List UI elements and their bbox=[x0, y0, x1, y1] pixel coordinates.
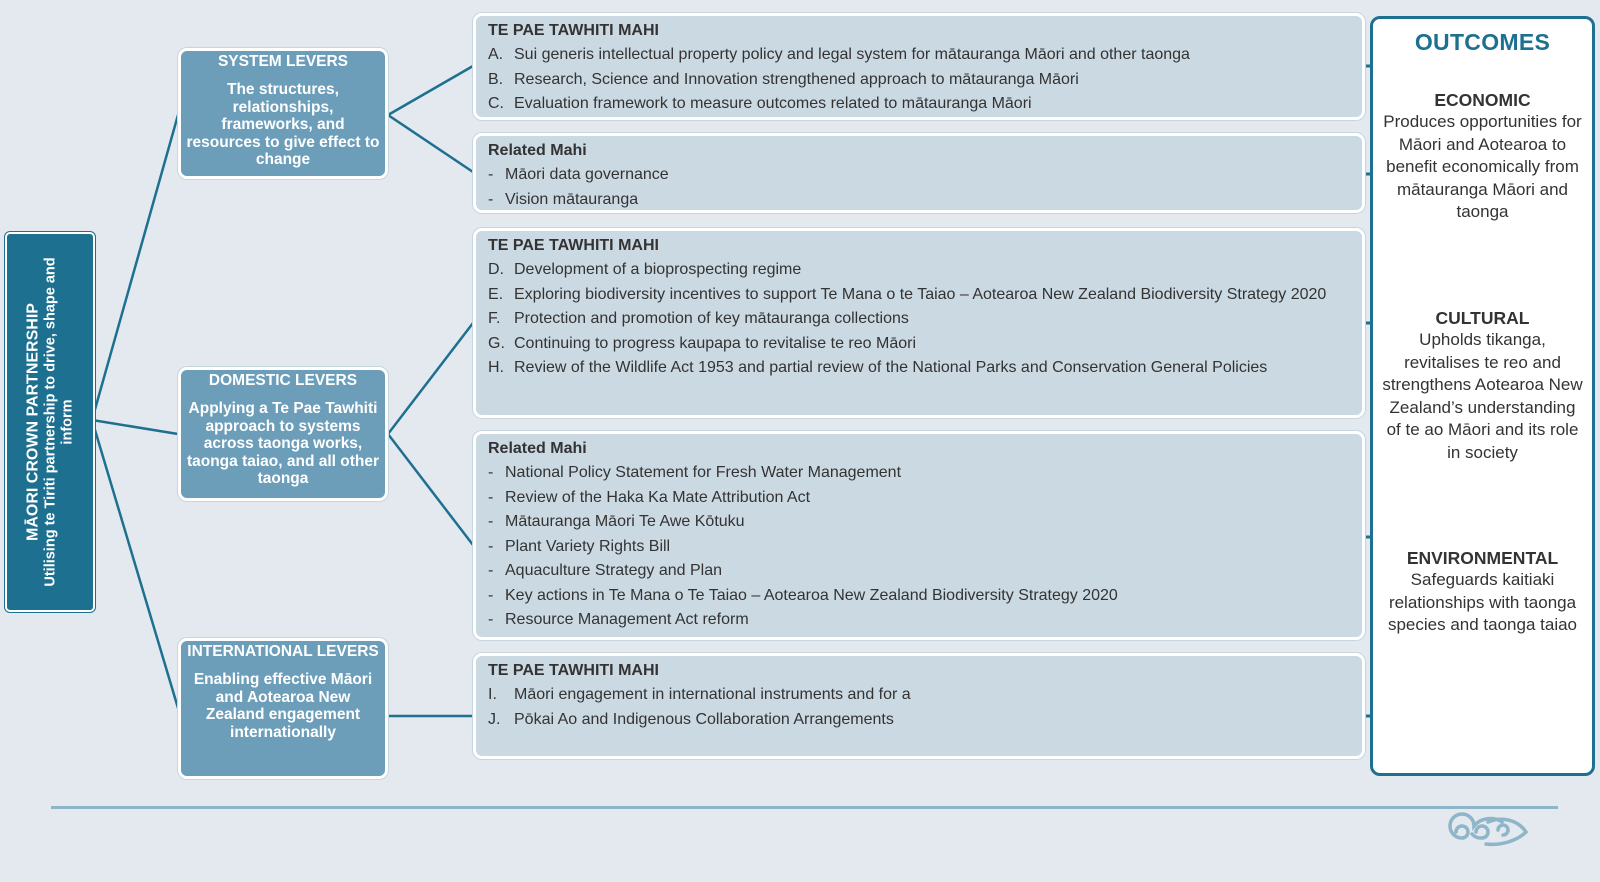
international-levers-description: Enabling effective Māori and Aotearoa New Zealand engagement internationally bbox=[193, 671, 373, 741]
domestic-levers-description: Applying a Te Pae Tawhiti approach to systems across taonga works, taonga taiao, and all other taonga bbox=[186, 400, 380, 487]
connector-domestic-panel3 bbox=[388, 323, 473, 434]
list-item bbox=[488, 512, 1350, 531]
item-text: Māori data governance bbox=[505, 166, 669, 183]
list-item bbox=[488, 190, 1350, 209]
item-text: Māori engagement in international instruments and for a bbox=[514, 686, 911, 703]
item-text: Protection and promotion of key mātauranga collections bbox=[514, 310, 909, 327]
item-text: Sui generis intellectual property policy and legal system for mātauranga Māori and other taonga bbox=[514, 46, 1190, 63]
item-marker: - bbox=[488, 166, 494, 183]
list-item bbox=[488, 165, 1350, 184]
item-text: Plant Variety Rights Bill bbox=[505, 537, 671, 555]
list-item bbox=[488, 488, 1350, 507]
item-marker: - bbox=[488, 190, 494, 208]
economic-outcome bbox=[1381, 90, 1584, 224]
list-item bbox=[488, 561, 1350, 580]
item-marker: - bbox=[488, 586, 494, 604]
item-text: Aquaculture Strategy and Plan bbox=[505, 562, 723, 579]
item-text: Review of the Haka Ka Mate Attribution Act bbox=[505, 488, 811, 506]
economic-text: Produces opportunities for Māori and Aotearoa to benefit economically from mātauranga Māori and taonga bbox=[1383, 112, 1582, 221]
item-marker: - bbox=[488, 611, 494, 628]
item-marker: A. bbox=[488, 46, 504, 63]
partnership-text bbox=[24, 237, 77, 607]
item-text: Vision mātauranga bbox=[505, 190, 639, 208]
system-levers-description: The structures, relationships, frameworks, and resources to give effect to change bbox=[186, 81, 380, 168]
item-text: Review of the Wildlife Act 1953 and partial review of the National Parks and Conservation General Policies bbox=[514, 359, 1268, 376]
panel-title: Related Mahi bbox=[488, 142, 587, 159]
list-item bbox=[488, 94, 1350, 113]
connector-system-panel2 bbox=[388, 115, 473, 172]
list-item bbox=[488, 537, 1350, 556]
item-marker: B. bbox=[488, 70, 504, 88]
item-text: National Policy Statement for Fresh Water Management bbox=[505, 464, 902, 481]
domestic-levers-title: DOMESTIC LEVERS bbox=[208, 372, 358, 389]
list-item bbox=[488, 685, 1350, 704]
list-item bbox=[488, 45, 1350, 64]
item-text: Resource Management Act reform bbox=[505, 611, 749, 628]
item-marker: I. bbox=[488, 686, 497, 703]
item-text: Continuing to progress kaupapa to revitalise te reo Māori bbox=[514, 334, 916, 352]
item-marker: - bbox=[488, 537, 494, 555]
cultural-outcome bbox=[1381, 308, 1584, 464]
list-item bbox=[488, 463, 1350, 482]
list-item bbox=[488, 334, 1350, 353]
list-item bbox=[488, 710, 1350, 729]
item-marker: H. bbox=[488, 359, 504, 376]
list-item bbox=[488, 586, 1350, 605]
item-text: Key actions in Te Mana o Te Taiao – Aotearoa New Zealand Biodiversity Strategy 2020 bbox=[505, 586, 1118, 604]
system-te-pae-tawhiti-mahi-panel bbox=[473, 13, 1365, 120]
partnership-title: MĀORI CROWN PARTNERSHIP bbox=[24, 303, 42, 541]
item-marker: G. bbox=[488, 334, 505, 352]
item-marker: E. bbox=[488, 285, 504, 303]
panel-title: TE PAE TAWHITI MAHI bbox=[488, 22, 659, 39]
panel-title: TE PAE TAWHITI MAHI bbox=[488, 662, 659, 679]
item-text: Research, Science and Innovation strengthened approach to mātauranga Māori bbox=[514, 70, 1079, 88]
environmental-outcome bbox=[1381, 548, 1584, 637]
list-item bbox=[488, 610, 1350, 629]
item-marker: J. bbox=[488, 710, 501, 728]
connector-system-panel1 bbox=[388, 66, 473, 115]
connector-domestic-panel4 bbox=[388, 434, 473, 545]
item-text: Development of a bioprospecting regime bbox=[514, 261, 802, 278]
cultural-text: Upholds tikanga, revitalises te reo and strengthens Aotearoa New Zealand’s understanding of te ao Māori and its role in society bbox=[1382, 330, 1583, 462]
international-te-pae-tawhiti-mahi-panel bbox=[473, 653, 1365, 759]
environmental-text: Safeguards kaitiaki relationships with taonga species and taonga taiao bbox=[1387, 570, 1578, 634]
item-text: Evaluation framework to measure outcomes related to mātauranga Māori bbox=[514, 95, 1032, 112]
list-item bbox=[488, 70, 1350, 89]
koru-icon bbox=[1436, 808, 1532, 856]
item-marker: D. bbox=[488, 261, 504, 278]
partnership-subtitle: Utilising te Tiriti partnership to drive, shape and inform bbox=[42, 257, 76, 587]
maori-crown-partnership-box bbox=[5, 232, 95, 612]
item-marker: F. bbox=[488, 310, 501, 327]
domestic-related-mahi-panel bbox=[473, 431, 1365, 640]
item-text: Pōkai Ao and Indigenous Collaboration Arrangements bbox=[514, 710, 894, 728]
item-text: Mātauranga Māori Te Awe Kōtuku bbox=[505, 513, 745, 530]
item-marker: - bbox=[488, 488, 494, 506]
environmental-heading: ENVIRONMENTAL bbox=[1406, 548, 1559, 568]
economic-heading: ECONOMIC bbox=[1434, 90, 1531, 110]
item-marker: - bbox=[488, 562, 494, 579]
connector-partnership-domestic bbox=[92, 420, 178, 434]
outcomes-box bbox=[1370, 16, 1595, 776]
list-item bbox=[488, 358, 1350, 377]
system-levers-title: SYSTEM LEVERS bbox=[217, 53, 349, 70]
item-text: Exploring biodiversity incentives to support Te Mana o te Taiao – Aotearoa New Zealand Biodiversity Strategy 2020 bbox=[514, 285, 1327, 303]
list-item bbox=[488, 260, 1350, 279]
item-marker: - bbox=[488, 464, 494, 481]
list-item bbox=[488, 309, 1350, 328]
outcomes-title: OUTCOMES bbox=[1414, 29, 1551, 55]
system-levers-box bbox=[178, 48, 388, 179]
panel-title: Related Mahi bbox=[488, 440, 587, 457]
footer-divider bbox=[51, 806, 1558, 809]
domestic-levers-box bbox=[178, 367, 388, 501]
panel-title: TE PAE TAWHITI MAHI bbox=[488, 237, 659, 254]
item-marker: C. bbox=[488, 95, 504, 112]
international-levers-box bbox=[178, 638, 388, 779]
list-item bbox=[488, 285, 1350, 304]
domestic-te-pae-tawhiti-mahi-panel bbox=[473, 228, 1365, 418]
connector-partnership-international bbox=[92, 420, 178, 708]
system-related-mahi-panel bbox=[473, 133, 1365, 213]
cultural-heading: CULTURAL bbox=[1435, 308, 1530, 328]
international-levers-title: INTERNATIONAL LEVERS bbox=[187, 643, 379, 660]
item-marker: - bbox=[488, 513, 494, 530]
connector-partnership-system bbox=[92, 115, 178, 420]
